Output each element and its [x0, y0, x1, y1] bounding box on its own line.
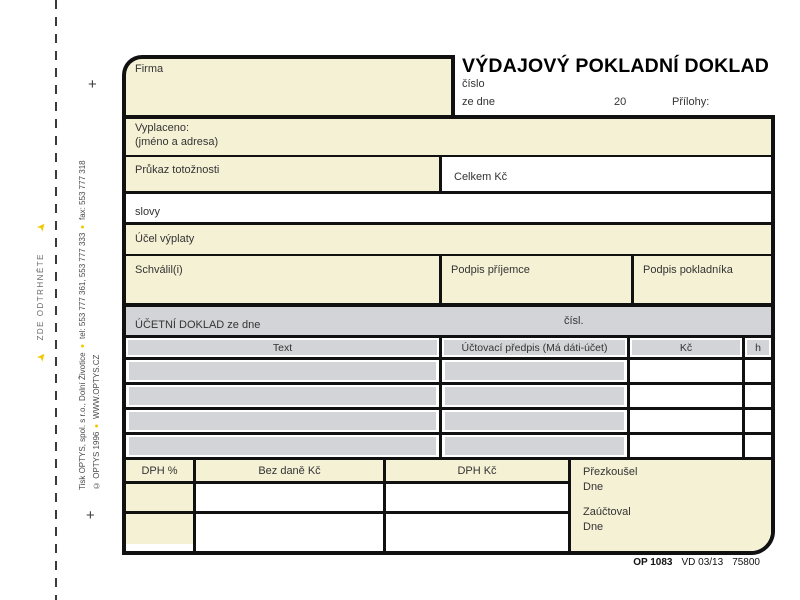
- prukaz-celkem-row: [126, 157, 771, 194]
- dph-percent-header: DPH %: [126, 460, 193, 484]
- column-header-h: [745, 338, 771, 357]
- accounting-blank-cell: [745, 435, 771, 457]
- accounting-blank-cell: [126, 360, 442, 382]
- accounting-blank-cell: [630, 385, 745, 407]
- perforation-line: [55, 0, 57, 600]
- form-code-version: VD 03/13: [681, 557, 724, 568]
- bez-dane-header: Bez daně Kč: [196, 460, 383, 484]
- printer-info-text: WWW.OPTYS.CZ: [92, 354, 101, 419]
- cislo-field: [462, 78, 775, 90]
- column-header-predpis: [442, 338, 630, 357]
- form-code-number: OP 1083: [633, 557, 673, 568]
- podpis-prijemce-label: Podpis příjemce: [451, 264, 530, 276]
- dne-label: Dne: [583, 481, 604, 493]
- column-header-label: Kč: [632, 340, 740, 355]
- check-panel: [571, 460, 771, 554]
- prukaz-label: Průkaz totožnosti: [135, 164, 220, 176]
- printer-info-line-2: [92, 224, 101, 490]
- column-header-text: [126, 338, 442, 357]
- vyplaceno-field: [126, 119, 771, 157]
- column-header-kc: [630, 338, 745, 357]
- printer-info-line-1: [78, 108, 87, 490]
- accounting-blank-row: [126, 385, 771, 410]
- accounting-blank-cell: [745, 360, 771, 382]
- cisl-label: čísl.: [564, 315, 584, 327]
- schvalil-field: [126, 256, 442, 303]
- printer-info-text: fax: 553 777 318: [78, 160, 87, 221]
- accounting-blank-cell: [126, 410, 442, 432]
- accounting-blank-cell: [442, 360, 630, 382]
- dph-percent-column: [126, 460, 196, 554]
- form-code: [560, 557, 760, 568]
- accounting-blank-cell: [745, 385, 771, 407]
- schvalil-label: Schválil(i): [135, 264, 183, 276]
- tear-here-label: [36, 238, 45, 356]
- podpis-pokladnika-field: [634, 256, 771, 303]
- form-body: [122, 115, 775, 555]
- accounting-blank-row: [126, 360, 771, 385]
- accounting-table-header: [126, 338, 771, 360]
- dph-kc-header: DPH Kč: [386, 460, 568, 484]
- slovy-field: [126, 194, 771, 225]
- printer-info-text: © OPTYS 1996: [92, 431, 101, 490]
- year-prefix: 20: [614, 96, 627, 108]
- tear-arrow-icon: ➤: [34, 219, 50, 235]
- celkem-field: [442, 157, 771, 191]
- dph-percent-cells: [126, 484, 193, 544]
- podpis-pokladnika-label: Podpis pokladníka: [643, 264, 733, 276]
- accounting-rows: [126, 360, 771, 460]
- dne-label: Dne: [583, 521, 604, 533]
- column-header-label: h: [747, 340, 769, 355]
- prezkousel-label: Přezkoušel: [583, 466, 638, 478]
- accounting-blank-cell: [442, 410, 630, 432]
- ze-dne-label: ze dne: [462, 96, 496, 108]
- accounting-blank-cell: [126, 435, 442, 457]
- accounting-blank-cell: [442, 435, 630, 457]
- dph-section: [126, 460, 771, 554]
- cislo-label: číslo: [462, 78, 485, 90]
- accounting-blank-row: [126, 410, 771, 435]
- ucel-field: [126, 225, 771, 256]
- printer-info-text: Tisk OPTYS, spol. s r.o., Dolní Životice: [78, 352, 87, 490]
- signatures-row: [126, 256, 771, 307]
- firma-field: [122, 55, 455, 119]
- accounting-blank-cell: [630, 435, 745, 457]
- accounting-blank-cell: [442, 385, 630, 407]
- prukaz-field: [126, 157, 442, 191]
- celkem-label: Celkem Kč: [454, 171, 508, 183]
- firma-label: Firma: [135, 63, 164, 75]
- dph-blank-cell: [386, 514, 568, 544]
- form-code-serial: 75800: [732, 557, 760, 568]
- page-title: VÝDAJOVÝ POKLADNÍ DOKLAD: [462, 55, 770, 77]
- registration-mark-bottom: +: [86, 507, 95, 524]
- ucetni-doklad-label: ÚČETNÍ DOKLAD ze dne: [135, 319, 261, 331]
- dph-blank-cell: [196, 514, 383, 544]
- column-header-label: Účtovací předpis (Má dáti-účet): [444, 340, 625, 355]
- bullet-icon: ●: [79, 223, 86, 231]
- prilohy-label: Přílohy:: [672, 96, 710, 108]
- tear-here-text: ZDE ODTRHNĚTE: [36, 253, 45, 341]
- accounting-blank-cell: [126, 385, 442, 407]
- ucel-label: Účel výplaty: [135, 233, 195, 245]
- tear-arrow-icon: ➤: [34, 349, 50, 365]
- bullet-icon: ●: [93, 421, 100, 429]
- dph-kc-cells: [386, 484, 568, 544]
- accounting-blank-row: [126, 435, 771, 460]
- vyplaceno-label: Vyplaceno:: [135, 122, 190, 134]
- registration-mark-top: +: [88, 76, 97, 93]
- accounting-blank-cell: [630, 410, 745, 432]
- printer-info-text: tel: 553 777 361, 553 777 333: [78, 233, 87, 340]
- accounting-blank-cell: [630, 360, 745, 382]
- ze-dne-field: [462, 96, 775, 110]
- ucetni-doklad-band: [126, 307, 771, 338]
- title-block: [462, 55, 775, 117]
- dph-kc-column: [386, 460, 571, 554]
- slovy-label: slovy: [135, 206, 161, 218]
- dph-blank-cell: [386, 484, 568, 514]
- podpis-prijemce-field: [442, 256, 634, 303]
- bez-dane-cells: [196, 484, 383, 544]
- zauctoval-label: Zaúčtoval: [583, 506, 631, 518]
- bez-dane-column: [196, 460, 386, 554]
- dph-blank-cell: [126, 484, 193, 514]
- accounting-blank-cell: [745, 410, 771, 432]
- vyplaceno-sublabel: (jméno a adresa): [135, 135, 219, 148]
- dph-blank-cell: [126, 514, 193, 544]
- bullet-icon: ●: [79, 342, 86, 350]
- dph-blank-cell: [196, 484, 383, 514]
- column-header-label: Text: [128, 340, 437, 355]
